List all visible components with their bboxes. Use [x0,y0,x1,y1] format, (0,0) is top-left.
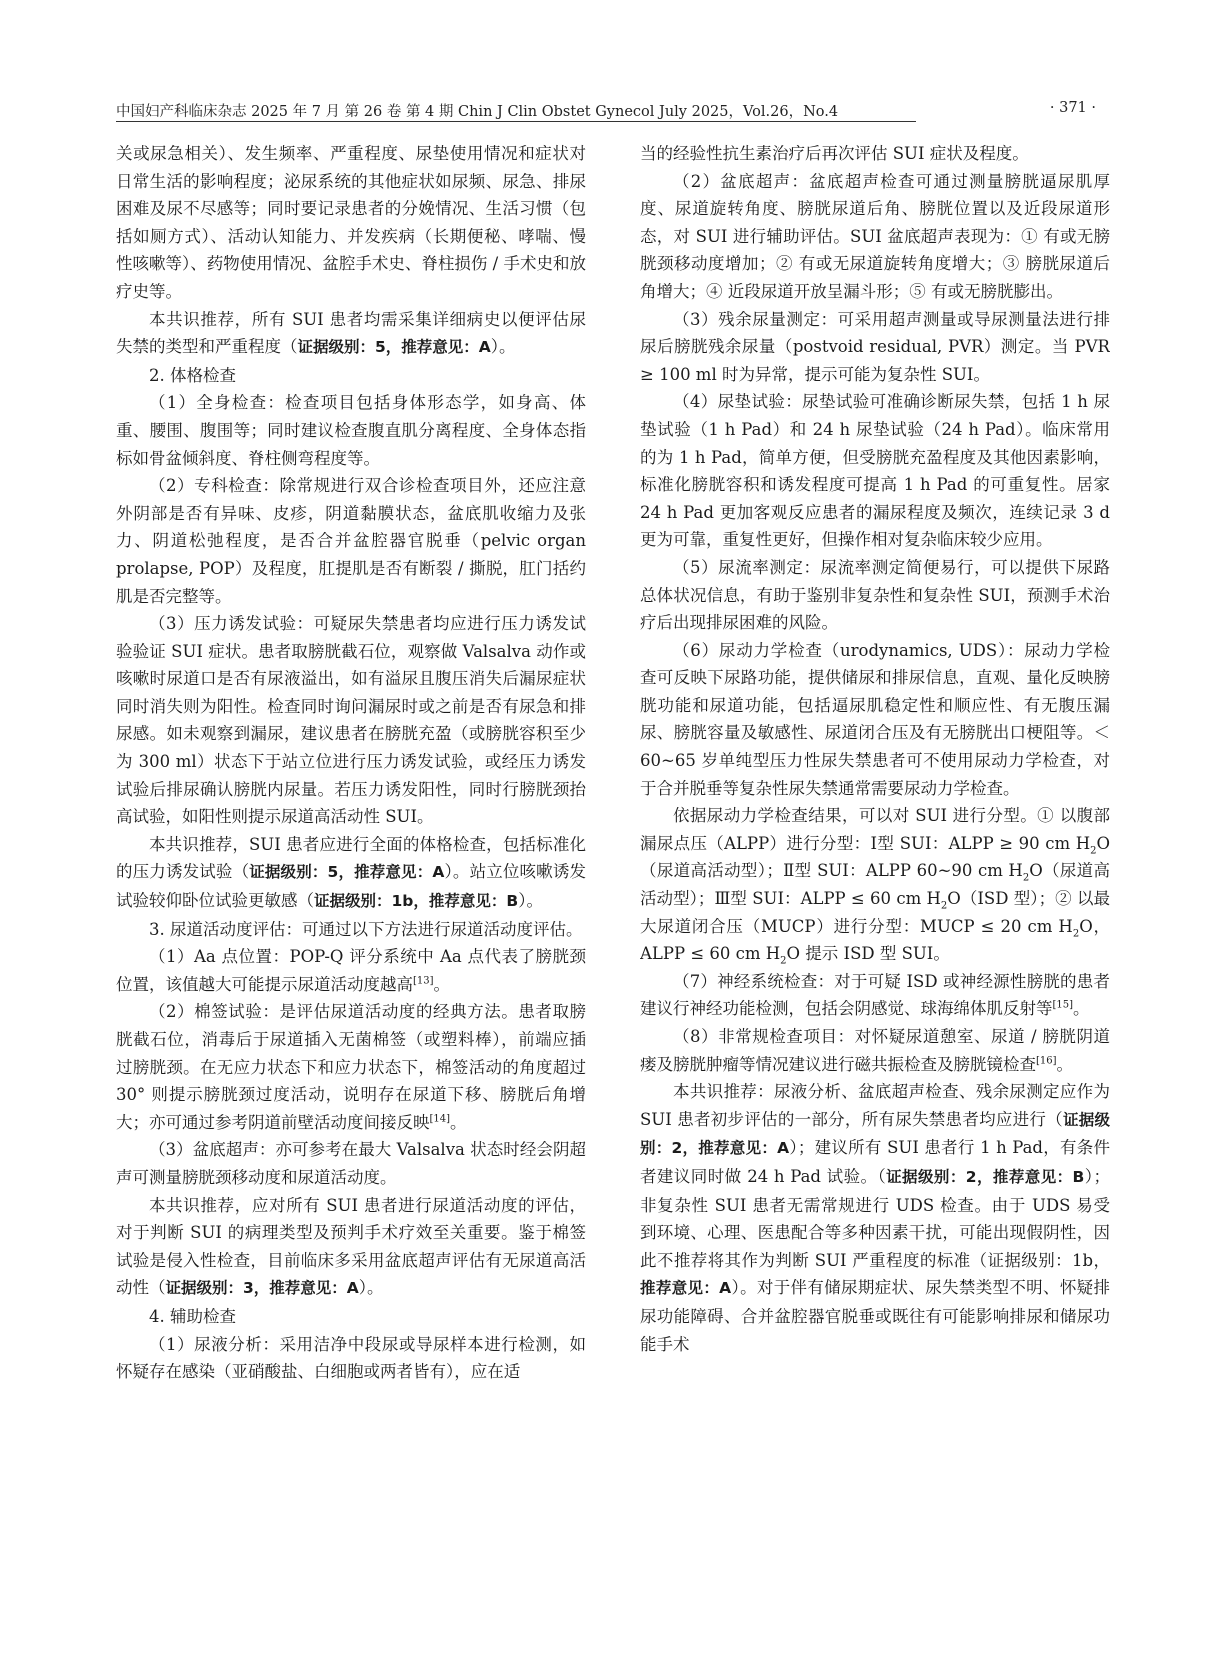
citation-ref: [14] [429,1113,451,1125]
text-run: （2）专科检查：除常规进行双合诊检查项目外，还应注意外阴部是否有异味、皮疹，阴道黏膜状态，盆底肌收缩力及张力、阴道松弛程度，是否合并盆腔器官脱垂（pelvic organ prolapse, POP）及程度，肛提肌是否有断裂 / 撕脱，肛门括约肌是否完整等。 [116,476,586,606]
text-run: 依据尿动力学检查结果，可以对 SUI 进行分型。① 以腹部漏尿点压（ALPP）进行分型：Ⅰ型 SUI：ALPP ≥ 90 cm H [640,806,1110,853]
text-run: 2 [780,955,787,967]
paragraph [116,998,586,1136]
paragraph [116,306,586,362]
journal-citation: 中国妇产科临床杂志 2025 年 7 月 第 26 卷 第 4 期 Chin J Clin Obstet Gynecol July 2025，Vol.26，No.4 [116,104,839,120]
text-run: ）。 [490,337,516,357]
text-run: 2 [940,900,948,912]
evidence-level: 证据级别：3，推荐意见：A [165,1279,359,1298]
citation-ref: [13] [413,975,434,987]
paragraph [116,389,586,472]
text-run: O，ALPP ≤ 60 cm H [640,916,1110,964]
text-run: 本共识推荐，所有 SUI 患者均需采集详细病史以便评估尿失禁的类型和严重程度（ [116,309,586,357]
text-run: ）。对于伴有储尿期症状、尿失禁类型不明、怀疑排尿功能障碍、合并盆腔器官脱垂或既往有可能影响排尿和储尿功能手术 [640,1278,1110,1354]
evidence-level: 证据级别：5，推荐意见：A [297,338,491,357]
paragraph [640,168,1110,306]
text-run: ）；非复杂性 SUI 患者无需常规进行 UDS 检查。由于 UDS 易受到环境、心理、医患配合等多种因素干扰，可能出现假阴性，因此不推荐将其作为判断 SUI 严重程度的标准（证据级别：1b， [640,1166,1110,1270]
evidence-level: 证据级别：2，推荐意见：B [886,1167,1085,1186]
text-run: （1）Aa 点位置：POP-Q 评分系统中 Aa 点代表了膀胱颈位置，该值越大可能提示尿道活动度越高 [116,947,586,994]
text-run: O 提示 ISD 型 SUI。 [786,944,950,964]
paragraph [640,306,1110,389]
text-run: ）。站立位咳嗽诱发试验较仰卧位试验更敏感（ [116,862,586,911]
text-run: 。 [450,1112,467,1132]
text-run: O（ISD 型）；② 以最大尿道闭合压（MUCP）进行分型：MUCP ≤ 20 cm H [640,889,1110,936]
text-run: （6）尿动力学检查（urodynamics, UDS）：尿动力学检查可反映下尿路功能，提供储尿和排尿信息，直观、量化反映膀胱功能和尿道功能，包括逼尿肌稳定性和顺应性、有无腹压漏尿、膀胱容量及敏感性、尿道闭合压及有无膀胱出口梗阻等。＜ 60~65 岁单纯型压力性尿失禁患者可不使用尿动力学检查，对于合并脱垂等复杂性尿失禁通常需要尿动力学检查。 [640,640,1110,798]
paragraph [640,554,1110,637]
paragraph [116,1192,586,1303]
paragraph [640,388,1110,554]
text-run: （1）全身检查：检查项目包括身体形态学，如身高、体重、腰围、腹围等；同时建议检查腹直肌分离程度、全身体态指标如骨盆倾斜度、脊柱侧弯程度等。 [116,393,586,468]
evidence-level: 推荐意见：A [640,1279,732,1298]
text-run: 本共识推荐，应对所有 SUI 患者进行尿道活动度的评估，对于判断 SUI 的病理类型及预判手术疗效至关重要。鉴于棉签试验是侵入性检查，目前临床多采用盆底超声评估有无尿道高活动性（ [116,1195,586,1298]
paragraph [640,968,1110,1023]
text-run: 。 [433,974,451,994]
text-run: （8）非常规检查项目：对怀疑尿道憩室、尿道 / 膀胱阴道瘘及膀胱肿瘤等情况建议进行磁共振检查及膀胱镜检查 [640,1027,1110,1074]
paragraph [116,1303,586,1331]
text-run: 2. 体格检查 [149,365,236,385]
text-run: （2）棉签试验：是评估尿道活动度的经典方法。患者取膀胱截石位，消毒后于尿道插入无菌棉签（或塑料棒），前端应插过膀胱颈。在无应力状态下和应力状态下，棉签活动的角度超过 30° 则提示膀胱颈过度活动，说明存在尿道下移、膀胱后角增大；亦可通过参考阴道前壁活动度间接反映 [116,1002,586,1132]
citation-ref: [16] [1036,1055,1057,1067]
text-run: （3）盆底超声：亦可参考在最大 Valsalva 状态时经会阴超声可测量膀胱颈移动度和尿道活动度。 [116,1140,586,1187]
text-run: 。 [1073,999,1090,1019]
left-column [116,140,586,1620]
text-run: 关或尿急相关）、发生频率、严重程度、尿垫使用情况和症状对日常生活的影响程度；泌尿系统的其他症状如尿频、尿急、排尿困难及尿不尽感等；同时要记录患者的分娩情况、生活习惯（包括如厕方式）、活动认知能力、并发疾病（长期便秘、哮喘、慢性咳嗽等）、药物使用情况、盆腔手术史、脊柱损伤 / 手术史和放疗史等。 [116,144,586,301]
paragraph [640,1023,1110,1078]
paragraph [640,802,1110,968]
text-run: 2 [1090,845,1097,857]
running-header [116,100,1096,124]
text-run: 本共识推荐，SUI 患者应进行全面的体格检查，包括标准化的压力诱发试验（ [116,834,586,882]
text-run: 当的经验性抗生素治疗后再次评估 SUI 症状及程度。 [640,144,1029,163]
text-run: （3）残余尿量测定：可采用超声测量或导尿测量法进行排尿后膀胱残余尿量（postvoid residual, PVR）测定。当 PVR ≥ 100 ml 时为异常，提示可能为复杂性 SUI。 [640,309,1110,384]
text-run: 。 [1056,1054,1074,1074]
text-run: （1）尿液分析：采用洁净中段尿或导尿样本进行检测，如怀疑存在感染（亚硝酸盐、白细胞或两者皆有），应在适 [116,1334,586,1382]
text-run: 本共识推荐：尿液分析、盆底超声检查、残余尿测定应作为 SUI 患者初步评估的一部分，所有尿失禁患者均应进行（ [640,1082,1110,1129]
paragraph [116,610,586,831]
text-run: 3. 尿道活动度评估：可通过以下方法进行尿道活动度评估。 [149,919,583,939]
text-run: ）。 [358,1278,384,1298]
text-run: O（尿道高活动型）；Ⅱ型 SUI：ALPP 60~90 cm H [640,833,1110,881]
text-run: ）；建议所有 SUI 患者行 1 h Pad，有条件者建议同时做 24 h Pad 试验。（ [640,1138,1110,1186]
text-run: （7）神经系统检查：对于可疑 ISD 或神经源性膀胱的患者建议行神经功能检测，包括会阴感觉、球海绵体肌反射等 [640,971,1110,1019]
text-run: 2 [1022,872,1030,884]
text-run: ）。 [518,891,543,911]
text-run: 2 [1072,927,1080,939]
text-run: （3）压力诱发试验：可疑尿失禁患者均应进行压力诱发试验验证 SUI 症状。患者取膀胱截石位，观察做 Valsalva 动作或咳嗽时尿道口是否有尿液溢出，如有溢尿且腹压消失后漏尿症状同时消失则为阳性。检查同时询问漏尿时或之前是否有尿急和排尿感。如未观察到漏尿，建议患者在膀胱充盈（或膀胱容积至少为 300 ml）状态下于站立位进行压力诱发试验，或经压力诱发试验后排尿确认膀胱内尿量。若压力诱发阳性，同时行膀胱颈抬高试验，如阳性则提示尿道高活动性 SUI。 [116,614,586,827]
paragraph [640,140,1110,168]
evidence-level: 证据级别：5，推荐意见：A [249,863,445,882]
right-column [640,140,1110,1620]
paragraph [116,1136,586,1191]
paragraph [116,362,586,390]
paragraph [116,943,586,998]
paragraph [116,472,586,610]
header-rule [116,121,916,122]
paragraph [640,1078,1110,1358]
paragraph [116,140,586,306]
text-run: （5）尿流率测定：尿流率测定简便易行，可以提供下尿路总体状况信息，有助于鉴别非复杂性和复杂性 SUI，预测手术治疗后出现排尿困难的风险。 [640,557,1110,633]
text-run: （4）尿垫试验：尿垫试验可准确诊断尿失禁，包括 1 h 尿垫试验（1 h Pad）和 24 h 尿垫试验（24 h Pad）。临床常用的为 1 h Pad，简单方便，但受膀胱充盈程度及其他因素影响，标准化膀胱容积和诱发程度可提高 1 h Pad 的可重复性。居家 24 h Pad 更加客观反应患者的漏尿程度及频次，连续记录 3 d 更为可靠，重复性更好，但操作相对复杂临床较少应用。 [640,392,1110,550]
text-run: 4. 辅助检查 [149,1306,236,1326]
text-run: （2）盆底超声：盆底超声检查可通过测量膀胱逼尿肌厚度、尿道旋转角度、膀胱尿道后角、膀胱位置以及近段尿道形态，对 SUI 进行辅助评估。SUI 盆底超声表现为：① 有或无膀胱颈移动度增加；② 有或无尿道旋转角度增大；③ 膀胱尿道后角增大；④ 近段尿道开放呈漏斗形；⑤ 有或无膀胱膨出。 [640,171,1110,301]
paragraph [640,637,1110,803]
paragraph [116,1331,586,1386]
evidence-level: 证据级别：1b，推荐意见：B [314,892,519,911]
paragraph [116,831,586,916]
evidence-level: 证据级别：2，推荐意见：A [640,1110,1110,1158]
citation-ref: [15] [1052,999,1074,1011]
page-number: · 371 · [1049,100,1096,116]
text-run: O（尿道高活动型）；Ⅲ型 SUI：ALPP ≤ 60 cm H [640,861,1110,909]
paragraph [116,916,586,944]
